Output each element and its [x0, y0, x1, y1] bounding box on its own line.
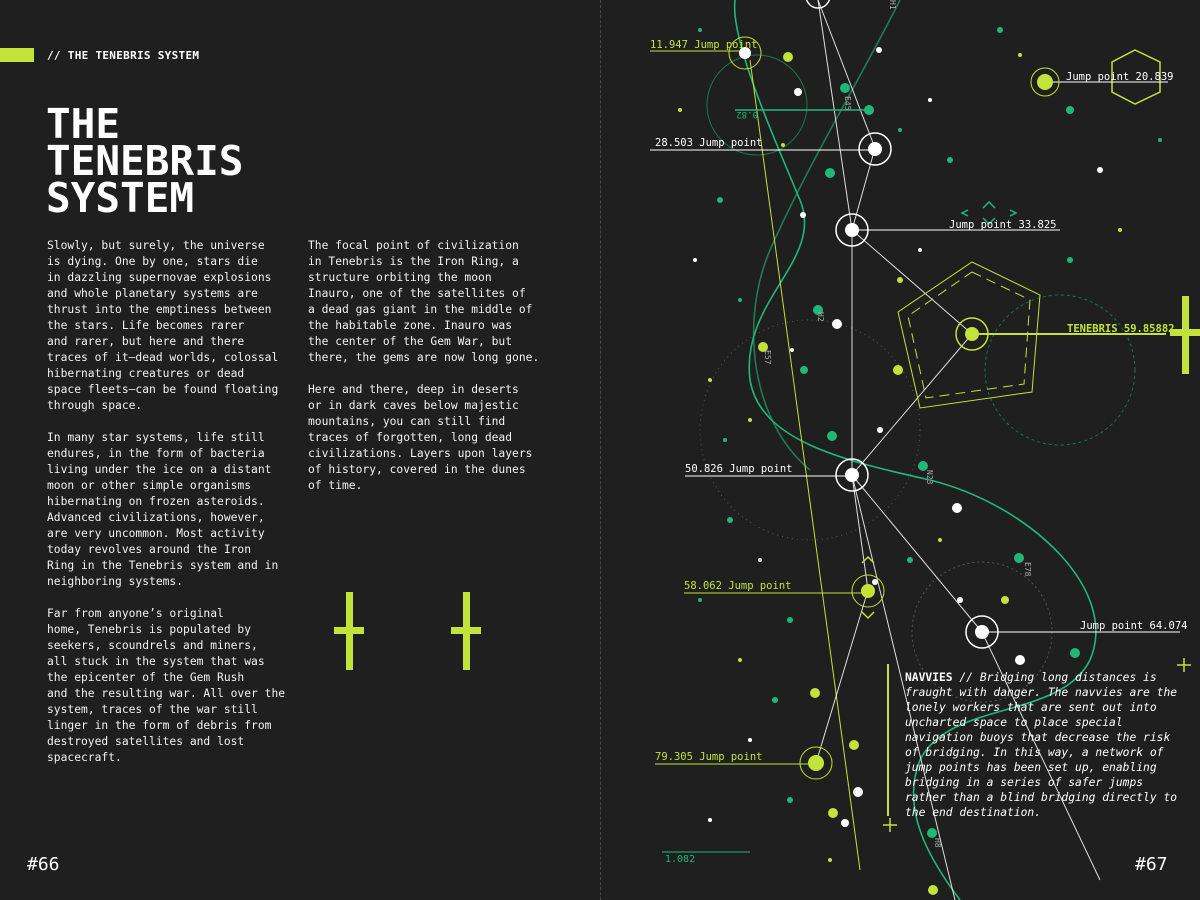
paragraph: Slowly, but surely, the universe is dying. One by one, stars die in dazzling supernovae explosions and whole planetary systems are thrust into the emptiness between the stars. Life becomes rarer and rarer, but here and there traces of it—dead worlds, colossal hibernating creatures or dead space fleets—can be found floating through space. [47, 239, 279, 412]
jump-point-label: Jump point 64.074 [1080, 620, 1188, 632]
title-line: THE [46, 100, 121, 148]
section-label: // THE TENEBRIS SYSTEM [47, 49, 200, 62]
tenebris-label: TENEBRIS 59.85882 [1067, 323, 1175, 335]
title-line: TENEBRIS [46, 137, 244, 185]
sidebar-heading: NAVVIES [905, 671, 953, 684]
orbit-ring [985, 295, 1135, 445]
jump-point-node [852, 575, 884, 607]
jump-point-label: Jump point 20.839 [1066, 71, 1174, 83]
jump-point-label: Jump point 33.825 [949, 219, 1057, 231]
sidebar-rule [887, 664, 889, 816]
paragraph: Far from anyone’s original home, Tenebris is populated by seekers, scoundrels and miners, all stuck in the system that was the epicenter of the Gem Rush and the resulting war. All over the system, traces of the war still linger in the form of debris from destroyed satellites and lost spacecraft. [47, 607, 286, 764]
route-line [852, 230, 972, 334]
orbit-ring [700, 320, 920, 540]
title-line: SYSTEM [46, 174, 195, 222]
route-line [852, 334, 972, 475]
sector-tag: H8 [933, 838, 942, 848]
right-page [600, 0, 1200, 900]
sector-tag: 0.82 [736, 109, 758, 119]
body-column-2 [308, 238, 553, 510]
sector-tag: E78 [1023, 562, 1032, 577]
page-number: #66 [27, 854, 60, 875]
sector-tag: E45 [843, 96, 852, 111]
cross-ornament-icon [451, 592, 481, 670]
paragraph: In many star systems, life still endures, in the form of bacteria living under the ice on a distant moon or other simple organisms hibernating on frozen asteroids. Advanced civilizations, however, are very uncommon. Most activity today revolves around the Iron Ring in the Tenebris system and in neighboring systems. [47, 431, 279, 588]
page-number: #67 [1135, 854, 1168, 875]
section-marker-bar [0, 48, 34, 62]
route-line [818, 0, 875, 148]
sector-tag: H2 [816, 312, 825, 322]
sector-tag: H1 [888, 0, 897, 10]
jump-point-label: 58.062 Jump point [684, 580, 792, 592]
jump-point-label: 11.947 Jump point [650, 39, 758, 51]
sector-tag: 1.082 [665, 854, 696, 865]
cross-ornament-icon [334, 592, 364, 670]
orbit-path [754, 0, 900, 470]
sidebar-text: // Bridging long distances is fraught with danger. The navvies are the lonely workers that are sent out into uncharted space to place special navigation buoys that decrease the risk of bridging. In this way, a network of jump points has been set up, enabling bridging in a series of safer jumps rather than a blind bridging directly to the end destination. [905, 671, 1178, 819]
jump-point-node [859, 133, 891, 165]
navvies-sidebar [905, 670, 1190, 820]
body-column-1 [47, 238, 292, 782]
sector-tag: E57 [763, 350, 772, 365]
route-line [818, 0, 852, 230]
jump-point-label: 79.305 Jump point [655, 751, 763, 763]
tenebris-cross-icon [1170, 296, 1200, 374]
jump-point-label: 50.826 Jump point [685, 463, 793, 475]
jump-point-node [800, 747, 832, 779]
jump-point-label: 28.503 Jump point [655, 137, 763, 149]
paragraph: The focal point of civilization in Tenebris is the Iron Ring, a structure orbiting the moon Inauro, one of the satellites of a dead gas giant in the middle of the habitable zone. Inauro was the center of the Gem War, but there, the gems are now long gone. [308, 239, 540, 364]
sector-tag: N23 [925, 470, 934, 485]
page-title [46, 100, 244, 222]
paragraph: Here and there, deep in deserts or in dark caves below majestic mountains, you can still find traces of forgotten, long dead civilizations. Layers upon layers of history, covered in the dunes of time. [308, 383, 533, 492]
